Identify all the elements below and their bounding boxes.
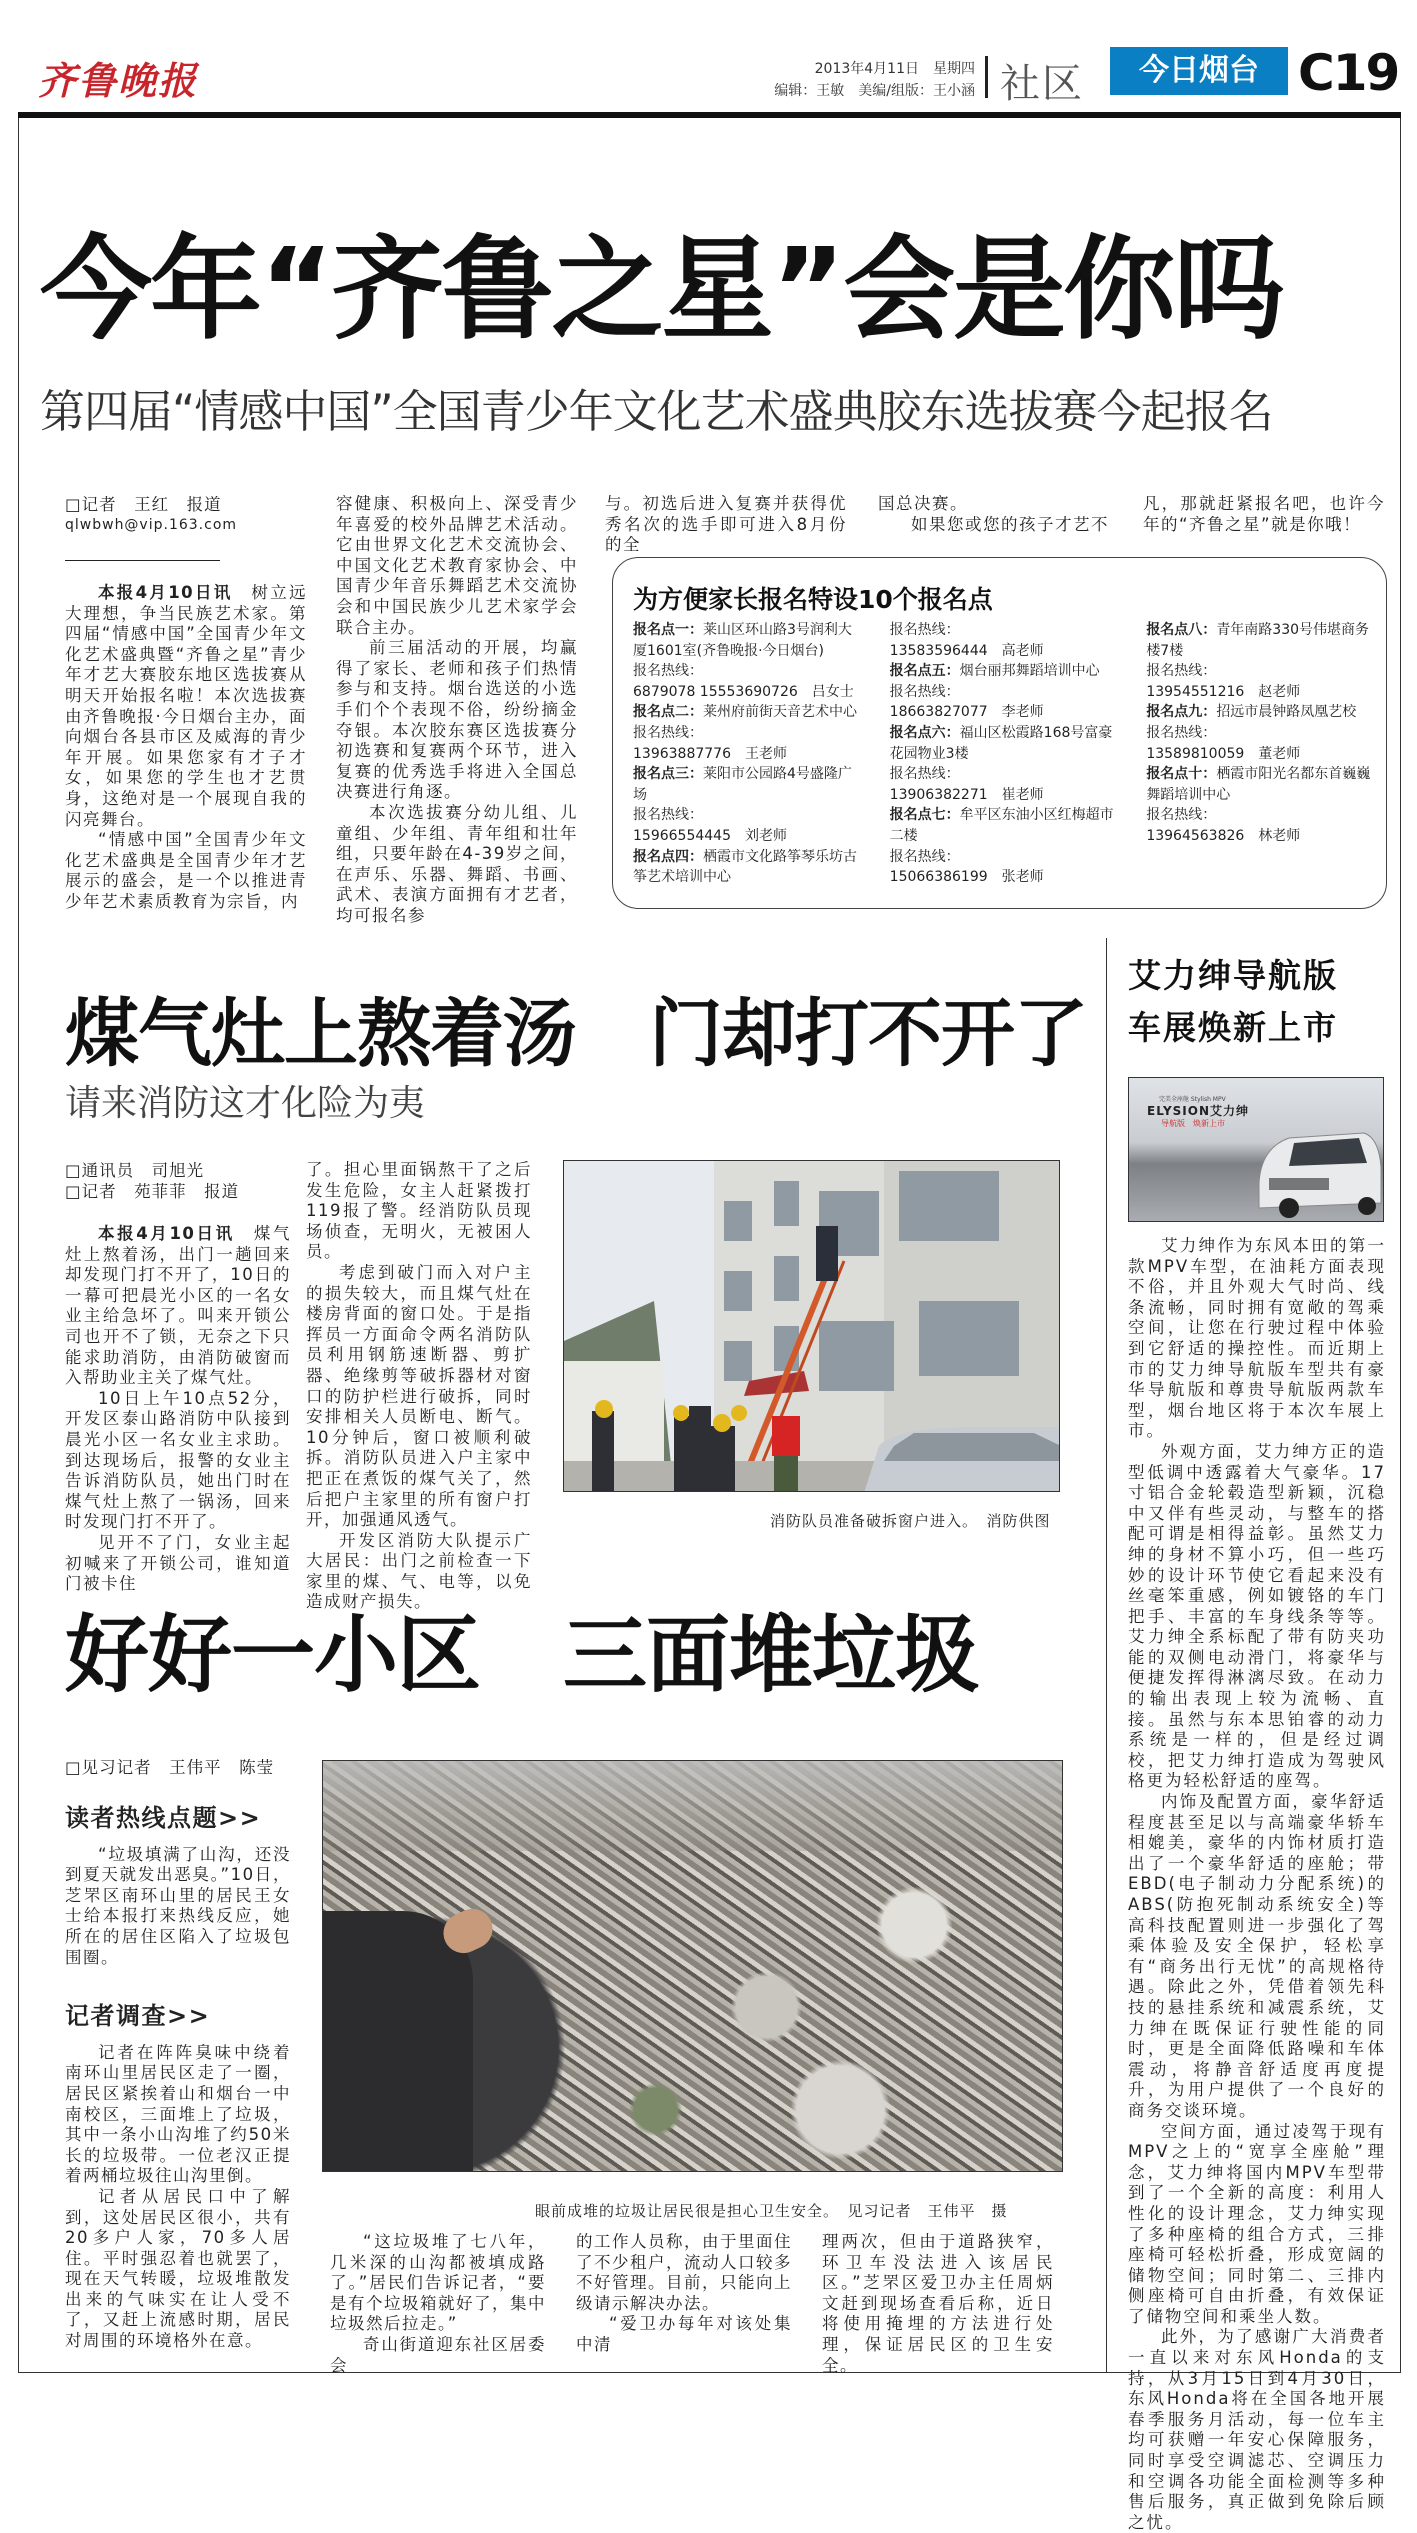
article1-subheadline: 第四届“情感中国”全国青少年文化艺术盛典胶东选拔赛今起报名: [40, 385, 1273, 438]
registration-point-address: 牟平区东油小区红梅超市二楼: [889, 807, 1114, 844]
registration-point-label: 报名点六：: [889, 724, 960, 741]
article1-email: qlwbwh@vip.163.com: [65, 517, 238, 533]
article1-column-2: [336, 494, 578, 926]
registration-point: [633, 764, 865, 846]
article3-bottom-column-2: [576, 2232, 792, 2356]
paragraph: “垃圾填满了山沟，还没到夏天就发出恶臭。”10日，芝罘区南环山里的居民王女士给本报打来热线反应，她所在的居住区陷入了垃圾包围圈。: [65, 1844, 291, 1967]
article1-headline: 今年“齐鲁之星”会是你吗: [40, 225, 1284, 355]
ad-tagline: 完美全座舱 Stylish MPV: [1159, 1096, 1226, 1103]
ad-slogan: 导航版 焕新上市: [1161, 1119, 1225, 1128]
masthead-divider: [985, 56, 988, 98]
sidebar-headline-line1: 艾力绅导航版: [1128, 956, 1338, 995]
paragraph: 了。担心里面锅熬干了之后发生危险，女主人赶紧拨打119报了警。经消防队员现场侦查，无明火，无被困人员。: [306, 1160, 532, 1262]
contact-person: 林老师: [1258, 827, 1301, 844]
editors-credit: 编辑：王敏 美编/组版：王小涵: [774, 83, 975, 99]
contact-person: 吕女士: [811, 683, 854, 700]
article3-bottom-column-3: [822, 2232, 1054, 2376]
registration-point-address: 烟台丽邦舞蹈培训中心: [959, 663, 1100, 680]
paragraph: 此外，为了感谢广大消费者一直以来对东风Honda的支持，从3月15日到4月30日，东风Honda将在全国各地开展春季服务月活动，每一位车主均可获赠一年安心保障服务，同时享受空调滤芯、空调压力和空调各功能全面检测等多种售后服务，真正做到免除后顾之忧。: [1128, 2327, 1386, 2532]
pointing-person: [323, 1911, 473, 2172]
article2-byline-reporter: □记者 苑菲菲 报道: [65, 1182, 240, 1201]
contact-person: 李老师: [1001, 704, 1044, 721]
paragraph: 本次选拔赛分幼儿组、儿童组、少年组、青年组和壮年组，只要年龄在4-39岁之间，在声乐、乐器、舞蹈、书画、武术、表演方面拥有才艺者，均可报名参: [336, 802, 578, 925]
article3-bottom-column-1: [330, 2232, 546, 2376]
registration-point: [633, 620, 865, 702]
contact-person: 王老师: [744, 745, 787, 762]
registration-point: [890, 805, 1122, 887]
registration-points-list: [633, 620, 1378, 900]
paragraph: 凡，那就赶紧报名吧，也许今年的“齐鲁之星”就是你哦！: [1143, 494, 1385, 534]
paragraph: 考虑到破门而入对户主的损失较大，而且煤气灶在楼房背面的窗口处。于是指挥员一方面命令两名消防队员利用钢筋速断器、剪扩器、绝缘剪等破拆器材对窗口的防护栏进行破拆，同时安排相关人员断电、断气。10分钟后，窗口被顺利破拆。消防队员进入户主家中把正在煮饭的煤气关了，然后把户主家里的所有窗户打开，加强通风透气。: [306, 1262, 532, 1530]
edition-badge: 今日烟台: [1110, 47, 1288, 95]
paragraph: 本报4月10日讯 树立远大理想，争当民族艺术家。第四届“情感中国”全国青少年文化艺术盛典暨“齐鲁之星”青少年才艺大赛胶东地区选拔赛从明天开始报名啦！本次选拔赛由齐鲁晚报·今日烟台主办，面向烟台各县市区及威海的青少年开展。如果您家有才子才女，如果您的学生也才艺贯身，这绝对是一个展现自我的闪亮舞台。: [65, 583, 307, 829]
registration-point: [890, 661, 1122, 723]
garbage-photo: [322, 1760, 1063, 2172]
contact-person: 董老师: [1258, 745, 1301, 762]
paragraph: 前三届活动的开展，均赢得了家长、老师和孩子们热情参与和支持。烟台选送的小选手们个个表现不俗，纷纷摘金夺银。本次胶东赛区选拔赛分初选赛和复赛两个环节，进入复赛的优秀选手将进入全国总决赛进行角逐。: [336, 638, 578, 802]
paragraph: 内饰及配置方面，豪华舒适程度甚至足以与高端豪华轿车相媲美，豪华的内饰材质打造出了一个豪华舒适的座舱；带EBD(电子制动力分配系统)的ABS(防抱死制动系统安全)等高科技配置则进一步强化了驾乘体验及安全保护，轻松享有“商务出行无忧”的高规格待遇。除此之外，凭借着领先科技的悬挂系统和减震系统，艾力绅在既保证行驶性能的同时，更是全面降低路噪和车体震动，将静音舒适度再度提升，为用户提供了一个良好的商务交谈环境。: [1128, 1792, 1386, 2120]
registration-point-label: 报名点一：: [633, 622, 703, 638]
hotline-number: 13954551216: [1146, 683, 1245, 700]
hotline-number: 6879078 15553690726: [633, 683, 798, 700]
hotline-label: 报名热线：: [889, 622, 960, 638]
hotline-number: 15066386199: [889, 869, 988, 886]
registration-point-label: 报名点五：: [889, 663, 960, 680]
reader-hotline-heading: 读者热线点题>>: [65, 1804, 262, 1832]
registration-point: [890, 723, 1122, 805]
paragraph: 记者在阵阵臭味中绕着南环山里居民区走了一圈，居民区紧挨着山和烟台一中南校区，三面堆上了垃圾，其中一条小山沟堆了约50米长的垃圾带。一位老汉正提着两桶垃圾往山沟里倒。: [65, 2042, 291, 2186]
byline-rule: [65, 560, 220, 561]
section-name: 社区: [1000, 61, 1084, 107]
paragraph: 开发区消防大队提示广大居民：出门之前检查一下家里的煤、气、电等，以免造成财产损失。: [306, 1530, 532, 1612]
hotline-label: 报名热线：: [633, 663, 703, 680]
issue-date: 2013年4月11日 星期四: [814, 61, 975, 77]
hotline-number: 13589810059: [1146, 745, 1245, 762]
hotline-label: 报名热线：: [1146, 724, 1217, 741]
firefighters-photo-caption: 消防队员准备破拆窗户进入。 消防供图: [770, 1512, 1051, 1530]
reporter-investigation-heading: 记者调查>>: [65, 2002, 211, 2031]
box-title: 为方便家长报名特设10个报名点: [633, 585, 993, 614]
article2-headline: 煤气灶上熬着汤 门却打不开了: [65, 991, 1087, 1077]
registration-point: [1146, 620, 1378, 702]
registration-point-address: 莱州府前街天音艺术中心: [703, 704, 857, 721]
registration-points-box: [612, 557, 1387, 909]
hotline-label: 报名热线：: [1146, 807, 1217, 824]
paragraph: 奇山街道迎东社区居委会: [330, 2334, 546, 2375]
newspaper-logo: 齐鲁晚报: [38, 58, 199, 103]
registration-point: [1146, 702, 1378, 764]
page-number: C19: [1298, 44, 1399, 102]
paragraph: “情感中国”全国青少年文化艺术盛典是全国青少年才艺展示的盛会，是一个以推进青少年艺术素质教育为宗旨，内: [65, 830, 307, 911]
hotline-number: 13964563826: [1146, 827, 1245, 844]
dateline: 本报4月10日讯: [98, 583, 233, 602]
paragraph: 本报4月10日讯 煤气灶上熬着汤，出门一趟回来却发现门打不开了，10日的一幕可把晨光小区的一名女业主给急坏了。叫来开锁公司也开不了锁，无奈之下只能求助消防，由消防破窗而入帮助业主关了煤气灶。: [65, 1224, 291, 1388]
hotline-label: 报名热线：: [889, 848, 960, 865]
firefighters-photo: [563, 1160, 1060, 1492]
paragraph: 国总决赛。: [878, 494, 968, 513]
ad-brand: ELYSION艾力绅: [1147, 1104, 1250, 1118]
registration-point-label: 报名点三：: [633, 766, 703, 783]
article3-headline: 好好一小区 三面堆垃圾: [65, 1606, 979, 1704]
contact-person: 崔老师: [1001, 786, 1044, 803]
hotline-number: 13963887776: [633, 745, 731, 762]
hotline-label: 报名热线：: [633, 724, 703, 741]
article1-column-3: [605, 494, 847, 556]
contact-person: 赵老师: [1258, 683, 1301, 700]
hotline-label: 报名热线：: [633, 807, 703, 824]
paragraph: 的工作人员称，由于里面住了不少租户，流动人口较多不好管理。目前，只能向上级请示解决办法。: [576, 2232, 792, 2313]
registration-point-address: 莱山区环山路3号润利大厦1601室(齐鲁晚报·今日烟台): [633, 622, 852, 659]
paragraph: 如果您或您的孩子才艺不: [911, 514, 1109, 534]
registration-point-label: 报名点七：: [889, 807, 960, 824]
sidebar-headline-line2: 车展焕新上市: [1128, 1008, 1338, 1047]
firefighters-photo-image: [564, 1161, 1060, 1492]
article1-column-5: [1143, 494, 1385, 535]
registration-point-label: 报名点十：: [1146, 766, 1217, 783]
hotline-label: 报名热线：: [889, 683, 960, 700]
registration-point-address: 青年南路330号伟堪商务楼7楼: [1146, 622, 1370, 659]
car-ad-image: [1128, 1077, 1384, 1222]
hotline-number: 15966554445: [633, 827, 731, 844]
article2-byline-correspondent: □通讯员 司旭光: [65, 1161, 205, 1180]
registration-point: [1146, 764, 1378, 846]
registration-point-label: 报名点八：: [1146, 622, 1217, 638]
registration-point-address: 栖霞市文化路筝琴乐坊古筝艺术培训中心: [633, 848, 857, 886]
paragraph: 理两次，但由于道路狭窄，环卫车没法进入该居民区。”芝罘区爱卫办主任周炳文赶到现场查看后称，近日将使用掩埋的方法进行处理，保证居民区的卫生安全。: [822, 2232, 1054, 2375]
registration-point: [633, 702, 865, 764]
registration-point-address: 招远市晨钟路凤凰艺校: [1216, 704, 1357, 721]
article1-column-1: [65, 494, 307, 913]
issue-info: [700, 58, 975, 102]
registration-point-address: 福山区松霞路168号富豪花园物业3楼: [889, 724, 1113, 762]
paragraph: 空间方面，通过凌驾于现有MPV之上的“宽享全座舱”理念，艾力绅将国内MPV车型带到了一个全新的高度：利用人性化的设计理念，艾力绅实现了多种座椅的组合方式，三排座椅可轻松折叠，形成宽阔的储物空间；同时第二、三排内侧座椅可自由折叠，有效保证了储物空间和乘坐人数。: [1128, 2121, 1386, 2326]
sidebar-divider: [1106, 938, 1107, 2373]
paragraph: 艾力绅作为东风本田的第一款MPV车型，在油耗方面表现不俗，并且外观大气时尚、线条流畅，同时拥有宽敞的驾乘空间，让您在行驶过程中体验到它舒适的操控性。而近期上市的艾力绅导航版车型共有豪华导航版和尊贵导航版两款车型，烟台地区将于本次车展上市。: [1128, 1236, 1386, 1441]
car-icon: [1249, 1108, 1384, 1222]
article1-byline: □记者 王红 报道: [65, 495, 222, 514]
hotline-label: 报名热线：: [889, 766, 960, 783]
registration-point-label: 报名点二：: [633, 704, 703, 721]
article3-column-1: [65, 1757, 291, 2352]
sidebar-headline: [1128, 950, 1338, 1054]
sidebar-article: [1128, 1236, 1386, 2533]
registration-point-address: 莱阳市公园路4号盛隆广场: [633, 766, 852, 803]
registration-point-label: 报名点九：: [1146, 704, 1217, 721]
paragraph: “爱卫办每年对该处集中清: [576, 2314, 792, 2354]
article1-column-4: [878, 494, 1120, 535]
paragraph: “这垃圾堆了七八年，几米深的山沟都被填成路了。”居民们告诉记者，“要是有个垃圾箱就好了，集中垃圾然后拉走。”: [330, 2232, 546, 2334]
hotline-number: 18663827077: [889, 704, 988, 721]
article2-column-1: [65, 1160, 291, 1595]
hotline-number: 13583596444: [889, 642, 988, 659]
garbage-photo-caption: 眼前成堆的垃圾让居民很是担心卫生安全。 见习记者 王伟平 摄: [535, 2202, 1008, 2220]
paragraph: 容健康、积极向上、深受青少年喜爱的校外品牌艺术活动。它由世界文化艺术交流协会、中国文化艺术教育家协会、中国青少年音乐舞蹈艺术交流协会和中国民族少儿艺术家学会联合主办。: [336, 494, 578, 637]
paragraph: 10日上午10点52分，开发区泰山路消防中队接到晨光小区一名女业主求助。到达现场后，报警的女业主告诉消防队员，她出门时在煤气灶上熬了一锅汤，回来时发现门打不开了。: [65, 1388, 291, 1532]
dateline: 本报4月10日讯: [98, 1224, 235, 1243]
paragraph: 记者从居民口中了解到，这处居民区很小，共有20多户人家，70多人居住。平时强忍着也就罢了，现在天气转暖，垃圾堆散发出来的气味实在让人受不了，又赶上流感时期，居民对周围的环境格外在意。: [65, 2186, 291, 2351]
article3-byline: □见习记者 王伟平 陈莹: [65, 1758, 275, 1777]
paragraph: 见开不了门，女业主起初喊来了开锁公司，谁知道门被卡住: [65, 1532, 291, 1594]
registration-point-label: 报名点四：: [633, 848, 703, 865]
hotline-label: 报名热线：: [1146, 663, 1217, 680]
hotline-number: 13906382271: [889, 786, 988, 803]
article2-subheadline: 请来消防这才化险为夷: [65, 1083, 426, 1124]
article2-column-2: [306, 1160, 532, 1613]
contact-person: 高老师: [1001, 642, 1044, 659]
paragraph: 外观方面，艾力绅方正的造型低调中透露着大气豪华。17寸铝合金轮毂造型新颖，沉稳中又伴有些灵动，与整车的搭配可谓是相得益彰。虽然艾力绅的身材不算小巧，但一些巧妙的设计环节使它看起来没有丝毫笨重感，例如镀铬的车门把手、丰富的车身线条等等。艾力绅全系标配了带有防夹功能的双侧电动滑门，将豪华与便捷发挥得淋漓尽致。在动力的输出表现上较为流畅、直接。虽然与东本思铂睿的动力系统是一样的，但是经过调校，把艾力绅打造成为驾驶风格更为轻松舒适的座驾。: [1128, 1441, 1386, 1791]
paragraph: 与。初选后进入复赛并获得优秀名次的选手即可进入8月份的全: [605, 494, 847, 555]
contact-person: 张老师: [1001, 869, 1044, 886]
contact-person: 刘老师: [744, 827, 787, 844]
registration-point-address: 栖霞市阳光名都东首巍巍舞蹈培训中心: [1146, 766, 1371, 803]
